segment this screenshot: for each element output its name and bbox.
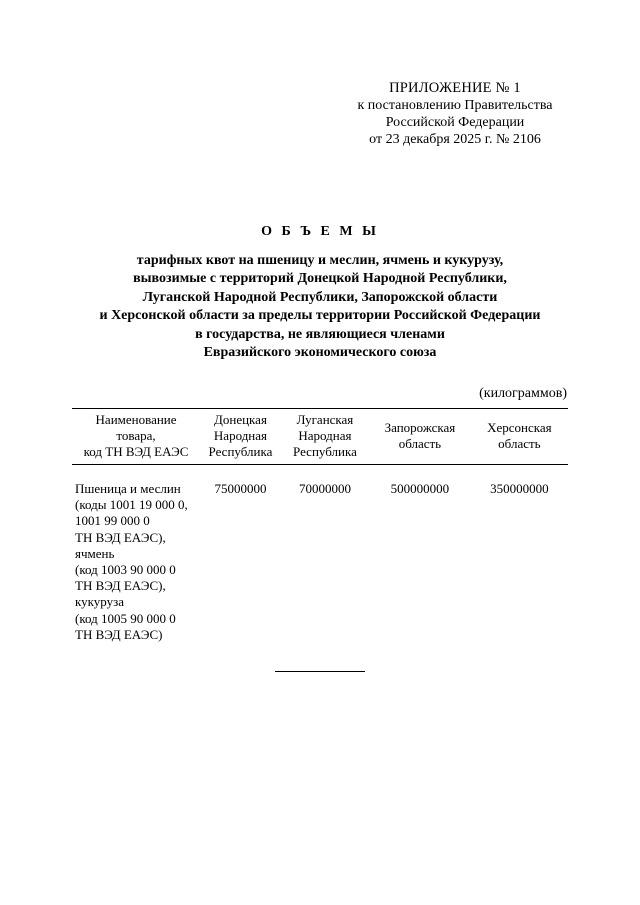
table-header-row — [72, 409, 568, 465]
header-product — [72, 409, 200, 465]
document-subtitle — [60, 252, 580, 362]
product-line: ячмень — [75, 545, 115, 561]
product-line: кукуруза — [75, 594, 124, 610]
product-line: (код 1003 90 000 0 — [75, 562, 176, 578]
value-lnr: 70000000 — [298, 481, 351, 496]
header-line: Республика — [208, 444, 273, 459]
product-cell — [72, 465, 200, 644]
header-line: Луганская — [296, 412, 354, 427]
header-line: Херсонская — [487, 420, 552, 435]
annex-line-3: от 23 декабря 2025 г. № 2106 — [369, 132, 541, 147]
header-zaporozhye — [369, 409, 471, 465]
annex-title: ПРИЛОЖЕНИЕ № 1 — [389, 80, 521, 96]
header-line: Запорожская — [384, 420, 456, 435]
annex-block — [330, 80, 580, 148]
product-line: ТН ВЭД ЕАЭС), — [75, 578, 166, 594]
header-lnr — [281, 409, 369, 465]
subtitle-line: Луганской Народной Республики, Запорожской области — [142, 289, 498, 305]
subtitle-line: тарифных квот на пшеницу и меслин, ячмень и кукурузу, — [136, 253, 504, 268]
value-dnr: 75000000 — [214, 481, 267, 496]
product-line: 1001 99 000 0 — [75, 513, 150, 529]
annex-line-2: Российской Федерации — [385, 115, 525, 130]
subtitle-line: в государства, не являющиеся членами — [195, 326, 445, 342]
subtitle-line: вывозимые с территорий Донецкой Народной Республики, — [133, 271, 507, 287]
header-line: Донецкая — [214, 412, 267, 427]
value-zaporozhye: 500000000 — [390, 481, 450, 496]
document-heading — [60, 224, 580, 362]
quota-table — [72, 408, 568, 643]
header-line: область — [498, 436, 541, 451]
header-line: Наименование товара, — [95, 412, 177, 443]
header-kherson — [471, 409, 568, 465]
product-line: ТН ВЭД ЕАЭС) — [75, 626, 163, 642]
product-line: (код 1005 90 000 0 — [75, 610, 176, 626]
product-line: Пшеница и меслин — [75, 481, 181, 496]
table-row — [72, 465, 568, 644]
closing-divider — [275, 671, 365, 672]
header-line: Республика — [293, 444, 357, 459]
units-label: (килограммов) — [479, 386, 567, 401]
subtitle-line: Евразийского экономического союза — [203, 345, 437, 361]
header-dnr — [200, 409, 281, 465]
document-title: О Б Ъ Е М Ы — [261, 224, 379, 239]
product-line: ТН ВЭД ЕАЭС), — [75, 529, 166, 545]
header-line: Народная — [298, 428, 352, 443]
product-line: (коды 1001 19 000 0, — [75, 497, 188, 513]
annex-line-1: к постановлению Правительства — [357, 98, 553, 113]
value-kherson: 350000000 — [490, 481, 549, 496]
header-line: код ТН ВЭД ЕАЭС — [83, 444, 189, 459]
subtitle-line: и Херсонской области за пределы территории Российской Федерации — [99, 308, 541, 324]
header-line: Народная — [213, 428, 268, 443]
header-line: область — [398, 436, 442, 451]
